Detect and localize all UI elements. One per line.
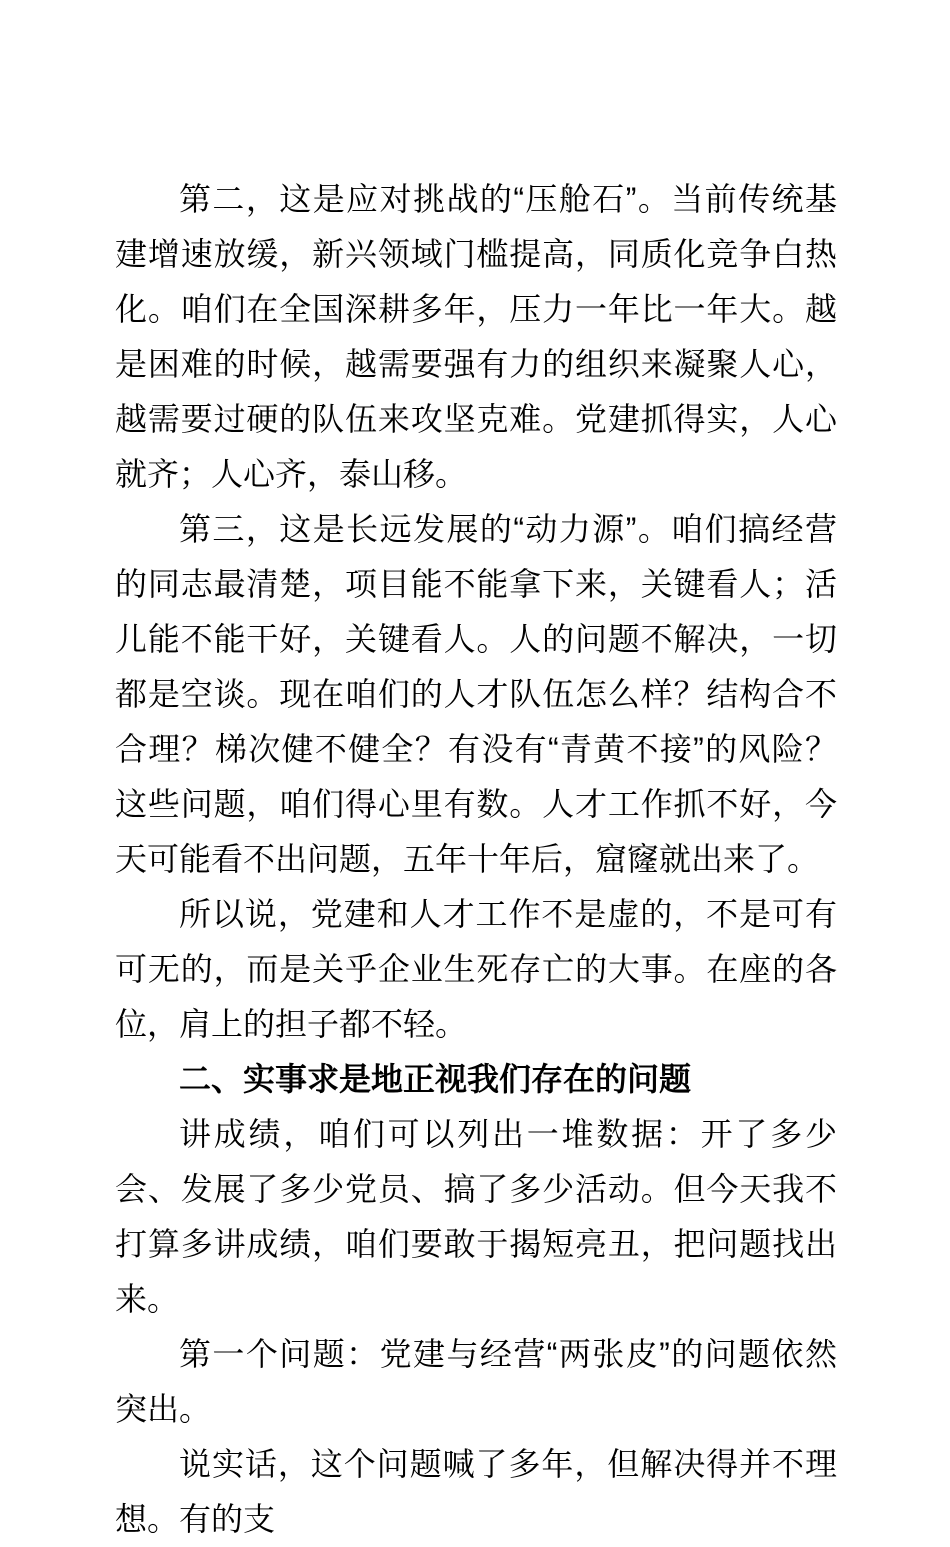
paragraph-shuo-shi-hua: 说实话，这个问题喊了多年，但解决得并不理想。有的支 — [115, 1446, 837, 1537]
paragraph-problem-one-title: 第一个问题：党建与经营“两张皮”的问题依然突出。 — [115, 1336, 837, 1427]
section-heading-two: 二、实事求是地正视我们存在的问题 — [179, 1061, 692, 1097]
document-text-column — [115, 172, 837, 1547]
paragraph-suo-yi-shuo: 所以说，党建和人才工作不是虚的，不是可有可无的，而是关乎企业生死存亡的大事。在座的各位，肩上的担子都不轻。 — [115, 896, 837, 1042]
paragraph-di-san: 第三，这是长远发展的“动力源”。咱们搞经营的同志最清楚，项目能不能拿下来，关键看人；活儿能不能干好，关键看人。人的问题不解决，一切都是空谈。现在咱们的人才队伍怎么样？结构合不合理？梯次健不健全？有没有“青黄不接”的风险？这些问题，咱们得心里有数。人才工作抓不好，今天可能看不出问题，五年十年后，窟窿就出来了。 — [115, 511, 837, 877]
paragraph-di-er: 第二，这是应对挑战的“压舱石”。当前传统基建增速放缓，新兴领域门槛提高，同质化竞争白热化。咱们在全国深耕多年，压力一年比一年大。越是困难的时候，越需要强有力的组织来凝聚人心，越需要过硬的队伍来攻坚克难。党建抓得实，人心就齐；人心齐，泰山移。 — [115, 181, 837, 492]
paragraph-jiang-cheng-ji: 讲成绩，咱们可以列出一堆数据：开了多少会、发展了多少党员、搞了多少活动。但今天我不打算多讲成绩，咱们要敢于揭短亮丑，把问题找出来。 — [115, 1116, 837, 1317]
